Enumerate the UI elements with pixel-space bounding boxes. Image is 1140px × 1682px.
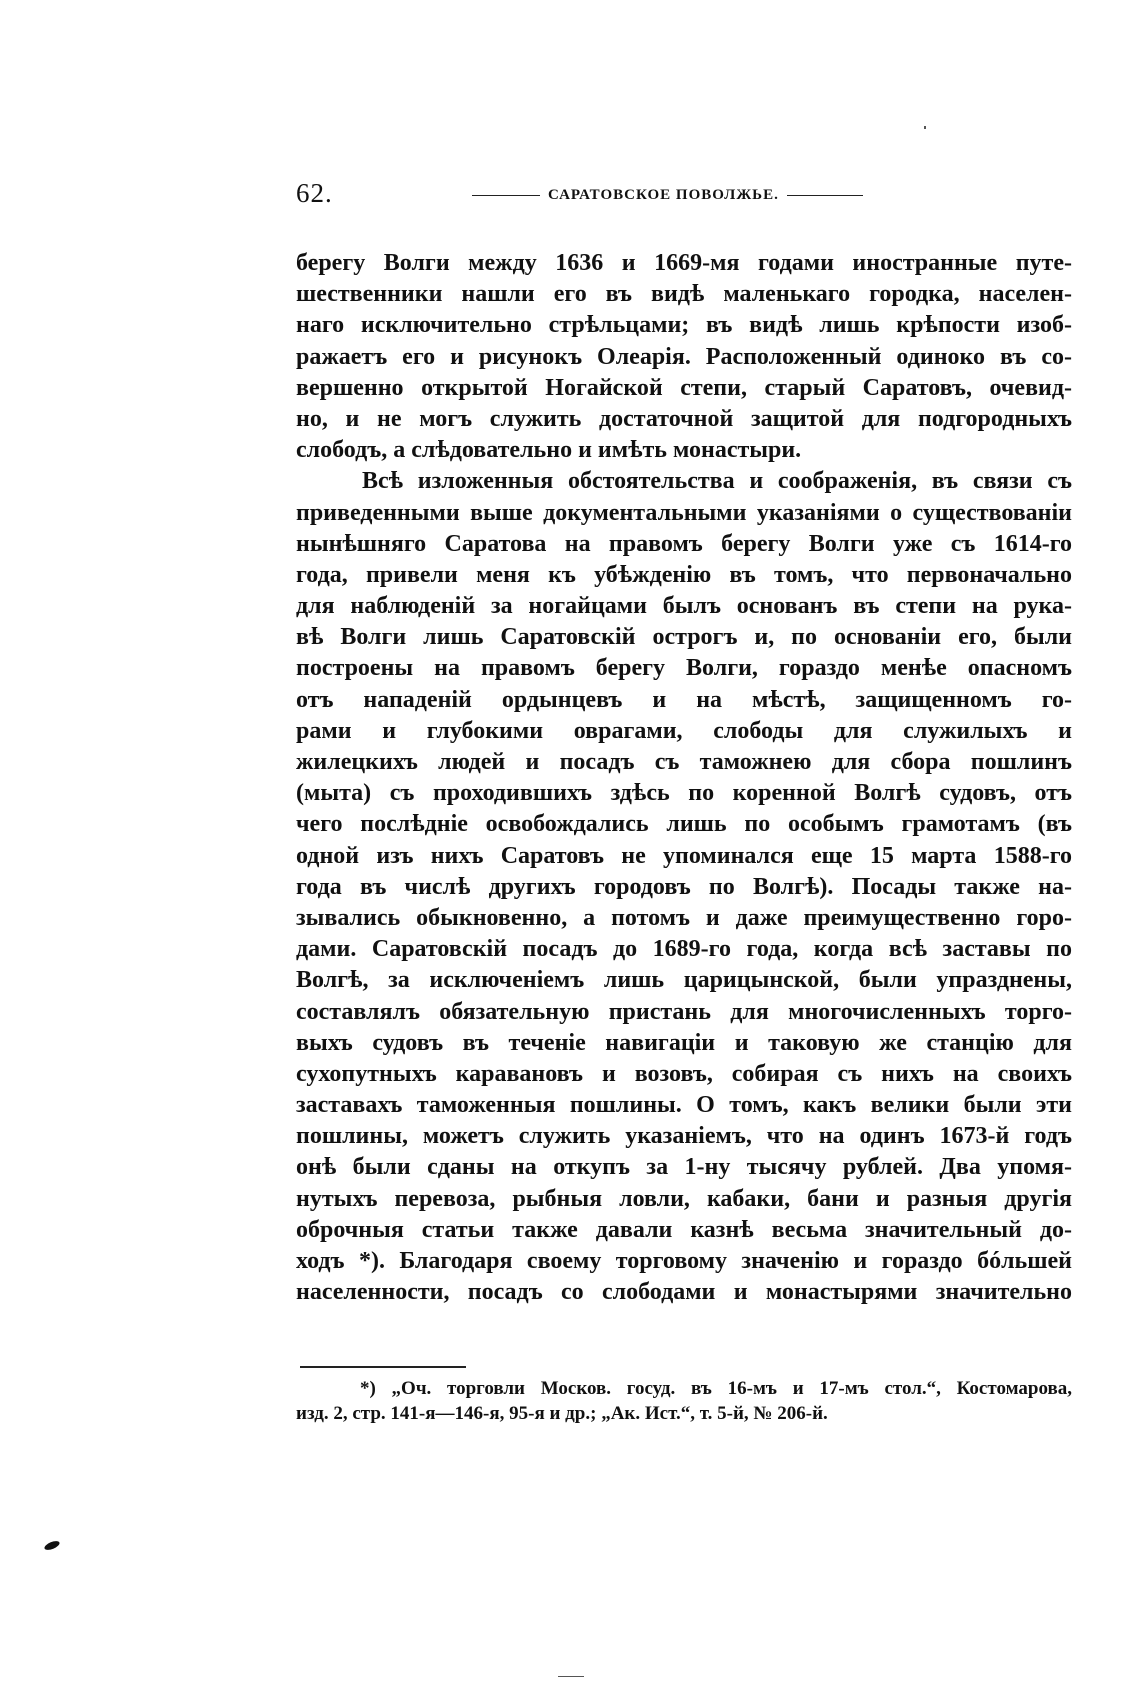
text-line: жилецкихъ людей и посадъ съ таможнею для сбора пошлинъ	[296, 749, 1072, 775]
text-line: отъ нападеній ордынцевъ и на мѣстѣ, защищенномъ го-	[296, 686, 1072, 713]
page-header	[296, 178, 1066, 218]
text-line: одной изъ нихъ Саратовъ не упоминался еще 15 марта 1588-го	[296, 842, 1072, 869]
text-line: берегу Волги между 1636 и 1669-мя годами иностранные путе-	[296, 250, 1072, 276]
ink-speck	[43, 1539, 60, 1551]
text-line: рами и глубокими оврагами, слободы для служилыхъ и	[296, 717, 1072, 744]
text-line: нынѣшняго Саратова на правомъ берегу Волги уже съ 1614-го	[296, 530, 1072, 557]
body-text	[296, 248, 1072, 1308]
text-line: дами. Саратовскій посадъ до 1689-го года, когда всѣ заставы по	[296, 936, 1072, 963]
text-line: чего послѣдніе освобождались лишь по особымъ грамотамъ (въ	[296, 811, 1072, 838]
page-number: 62.	[296, 178, 333, 208]
text-line: шественники нашли его въ видѣ маленькаго городка, населен-	[296, 281, 1072, 308]
text-line: Всѣ изложенныя обстоятельства и соображенія, въ связи съ	[362, 468, 1072, 495]
text-line: года въ числѣ другихъ городовъ по Волгѣ). Посады также на-	[296, 873, 1072, 900]
text-line: населенности, посадъ со слободами и монастырями значительно	[296, 1279, 1072, 1306]
text-line: вѣ Волги лишь Саратовскій острогъ и, по основаніи его, были	[296, 624, 1072, 651]
text-line: ражаетъ его и рисунокъ Олеарія. Расположенный одиноко въ со-	[296, 343, 1072, 370]
title-rule-left	[472, 195, 540, 196]
footnote-line: изд. 2, стр. 141-я—146-я, 95-я и др.; „Ак. Ист.“, т. 5-й, № 206-й.	[296, 1403, 828, 1424]
text-line: ходъ *). Благодаря своему торговому значенію и гораздо бóльшей	[296, 1248, 1072, 1274]
text-line: нутыхъ перевоза, рыбныя ловли, кабаки, бани и разныя другія	[296, 1185, 1072, 1212]
title-rule-right	[787, 195, 863, 196]
text-line: вершенно открытой Ногайской степи, старый Саратовъ, очевид-	[296, 374, 1072, 401]
text-line: слободъ, а слѣдовательно и имѣть монастыри.	[296, 437, 802, 464]
text-line: Волгѣ, за исключеніемъ лишь царицынской, были упразднены,	[296, 967, 1072, 994]
text-line: наго исключительно стрѣльцами; въ видѣ лишь крѣпости изоб-	[296, 312, 1072, 339]
ink-speck	[558, 1676, 584, 1677]
ink-speck	[924, 126, 926, 129]
footnote-line: *) „Оч. торговли Москов. госуд. въ 16-мъ и 17-мъ стол.“, Костомарова,	[360, 1378, 1072, 1399]
text-line: оброчныя статьи также давали казнѣ весьма значительный до-	[296, 1216, 1072, 1243]
text-line: составлялъ обязательную пристань для многочисленныхъ торго-	[296, 998, 1072, 1025]
text-line: выхъ судовъ въ теченіе навигаціи и таковую же станцію для	[296, 1029, 1072, 1056]
footnote-divider	[300, 1366, 466, 1368]
text-line: приведенными выше документальными указаніями о существованіи	[296, 499, 1072, 526]
text-line: (мыта) съ проходившихъ здѣсь по коренной Волгѣ судовъ, отъ	[296, 780, 1072, 807]
running-title: САРАТОВСКОЕ ПОВОЛЖЬЕ.	[548, 187, 779, 203]
text-line: построены на правомъ берегу Волги, гораздо менѣе опасномъ	[296, 655, 1072, 682]
text-line: заставахъ таможенныя пошлины. О томъ, какъ велики были эти	[296, 1092, 1072, 1119]
text-line: зывались обыкновенно, а потомъ и даже преимущественно горо-	[296, 904, 1072, 931]
text-line: сухопутныхъ каравановъ и возовъ, собирая съ нихъ на своихъ	[296, 1060, 1072, 1087]
text-line: но, и не могъ служить достаточной защитой для подгородныхъ	[296, 405, 1072, 432]
text-line: для наблюденій за ногайцами былъ основанъ въ степи на рука-	[296, 593, 1072, 620]
text-line: года, привели меня къ убѣжденію въ томъ, что первоначально	[296, 561, 1072, 588]
footnote	[296, 1376, 1072, 1426]
text-line: пошлины, можетъ служить указаніемъ, что на одинъ 1673-й годъ	[296, 1123, 1072, 1150]
text-line: онѣ были сданы на откупъ за 1-ну тысячу рублей. Два упомя-	[296, 1154, 1072, 1181]
running-title-wrap	[464, 187, 871, 204]
